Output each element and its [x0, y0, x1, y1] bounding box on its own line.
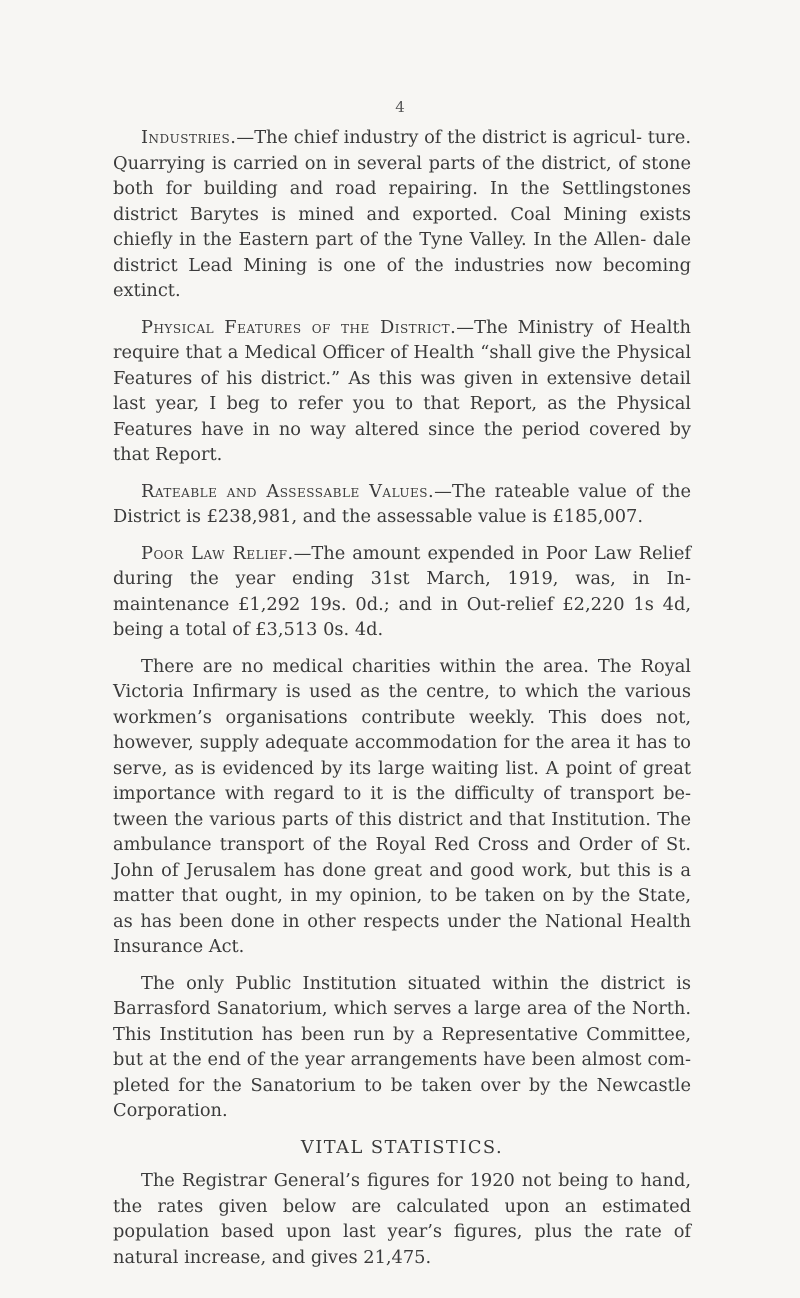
heading-poor-law-relief: Poor Law Relief.: [141, 542, 294, 564]
paragraph-industries: [113, 125, 691, 304]
paragraph-rateable-values: [113, 479, 691, 530]
paragraph-public-institution: The only Public Institution situated within the district is Barrasford Sanatorium, which serves a large area of the North. This Institution has been run by a Representative Committee, but at the end of the year arrangements have been almost com- pleted for the Sanatorium to be taken over by the Newcastle Corporation.: [113, 972, 691, 1121]
page-number: 4: [395, 98, 405, 116]
page-body: [113, 125, 691, 1281]
heading-physical-features: Physical Features of the District.: [141, 316, 457, 338]
paragraph-medical-charities: There are no medical charities within the area. The Royal Victoria Infirmary is used as the centre, to which the various workmen’s organisations contribute weekly. This does not, however, supply adequate accommodation for the area it has to serve, as is evidenced by its large waiting list. A point of great importance with regard to it is the difficulty of transport be- tween the various parts of this district and that Institution. The ambulance transport of the Royal Red Cross and Order of St. John of Jerusalem has done great and good work, but this is a matter that ought, in my opinion, to be taken on by the State, as has been done in other respects under the National Health Insurance Act.: [113, 655, 691, 957]
heading-rateable-values: Rateable and Assessable Values.: [141, 480, 435, 502]
text-industries: —The chief industry of the district is agricul- ture. Quarrying is carried on in several parts of the district, of stone both for building and road repairing. In the Settlingstones district Barytes is mined and exported. Coal Mining exists chiefly in the Eastern part of the Tyne Valley. In the Allen- dale district Lead Mining is one of the industries now becoming extinct.: [113, 127, 691, 301]
paragraph-vital-statistics: The Registrar General’s figures for 1920 not being to hand, the rates given below are calculated upon an estimated population based upon last year’s figures, plus the rate of natural increase, and gives 21,475.: [113, 1170, 691, 1268]
text-physical-features: —The Ministry of Health require that a Medical Officer of Health “shall give the Physical Features of his district.” As this was given in extensive detail last year, I beg to refer you to that Report, as the Physical Features have in no way altered since the period covered by that Report.: [113, 316, 691, 465]
heading-industries: Industries.: [141, 127, 237, 148]
text-rateable-values: —The rateable value of the District is £238,981, and the assessable value is £185,007.: [113, 480, 691, 527]
text-poor-law-relief: —The amount expended in Poor Law Relief during the year ending 31st March, 1919, was, in In-maintenance £1,292 19s. 0d.; and in Out-relief £2,220 1s 4d, being a total of £3,513 0s. 4d.: [113, 542, 691, 640]
paragraph-physical-features: [113, 315, 691, 468]
heading-vital-statistics: VITAL STATISTICS.: [300, 1136, 504, 1158]
paragraph-poor-law-relief: [113, 541, 691, 643]
